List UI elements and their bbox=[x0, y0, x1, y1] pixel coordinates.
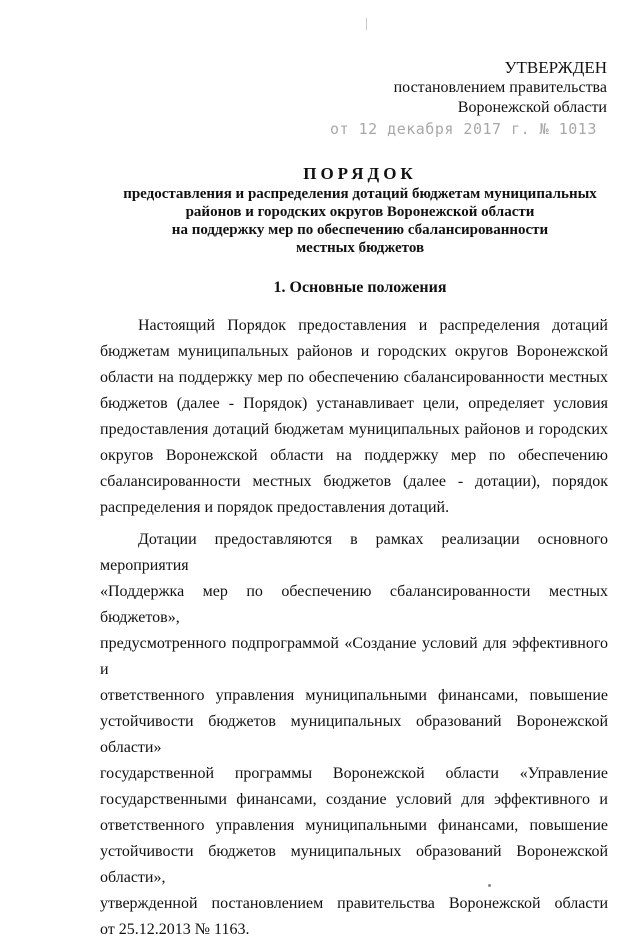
approval-block bbox=[394, 58, 607, 118]
text-line: Настоящий Порядок предоставления и распределения дотаций bbox=[138, 317, 608, 334]
document-heading bbox=[100, 163, 620, 257]
text-line: государственной программы Воронежской области «Управление bbox=[100, 765, 608, 782]
document-body bbox=[100, 313, 608, 943]
text-line: ответственного управления муниципальными финансами, повышение bbox=[100, 817, 608, 834]
scan-mark-top bbox=[366, 18, 367, 30]
section-heading: 1. Основные положения bbox=[273, 279, 447, 296]
approval-line-2: Воронежской области bbox=[457, 99, 607, 116]
approval-date-stamp: от 12 декабря 2017 г. № 1013 bbox=[330, 120, 597, 138]
approval-title: УТВЕРЖДЕН bbox=[504, 58, 607, 77]
text-line: округов Воронежской области на поддержку мер по обеспечению bbox=[100, 447, 608, 464]
document-subtitle-line: районов и городских округов Воронежской области bbox=[185, 204, 535, 220]
text-line: от 25.12.2013 № 1163. bbox=[100, 921, 250, 938]
text-line: области на поддержку мер по обеспечению сбалансированности местных bbox=[100, 369, 608, 386]
text-line: распределения и порядок предоставления дотаций. bbox=[100, 499, 450, 516]
text-line: Дотации предоставляются в рамках реализации основного мероприятия bbox=[100, 531, 608, 574]
text-line: предоставления дотаций бюджетам муниципальных районов и городских bbox=[100, 421, 608, 438]
document-subtitle-line: местных бюджетов bbox=[295, 240, 425, 256]
document-title: ПОРЯДОК bbox=[303, 164, 417, 183]
text-line: ответственного управления муниципальными финансами, повышение bbox=[100, 687, 608, 704]
document-subtitle-line: предоставления и распределения дотаций бюджетам муниципальных bbox=[123, 186, 597, 202]
text-line: устойчивости бюджетов муниципальных образований Воронежской области» bbox=[100, 713, 608, 756]
text-line: бюджетам муниципальных районов и городских округов Воронежской bbox=[100, 343, 608, 360]
text-line: утвержденной постановлением правительства Воронежской области bbox=[100, 895, 608, 912]
text-line: сбалансированности местных бюджетов (далее - дотации), порядок bbox=[100, 473, 608, 490]
text-line: «Поддержка мер по обеспечению сбалансированности местных бюджетов», bbox=[100, 583, 608, 626]
document-subtitle-line: на поддержку мер по обеспечению сбалансированности bbox=[171, 222, 549, 238]
text-line: предусмотренного подпрограммой «Создание условий для эффективного и bbox=[100, 635, 608, 678]
text-line: государственными финансами, создание условий для эффективного и bbox=[100, 791, 608, 808]
text-line: устойчивости бюджетов муниципальных образований Воронежской области», bbox=[100, 843, 608, 886]
text-line: бюджетов (далее - Порядок) устанавливает цели, определяет условия bbox=[100, 395, 608, 412]
approval-line-1: постановлением правительства bbox=[393, 79, 607, 96]
